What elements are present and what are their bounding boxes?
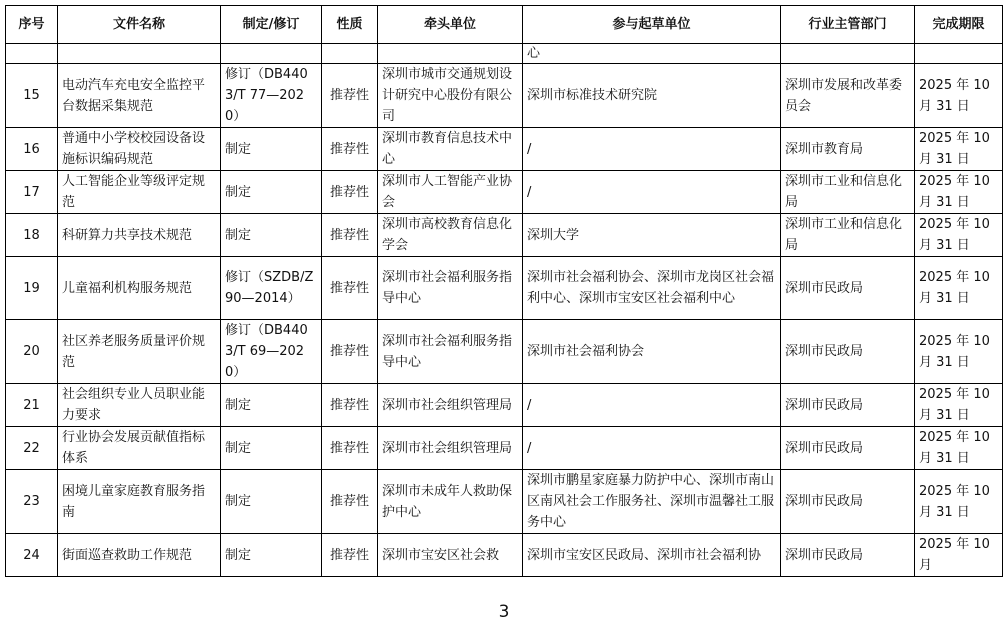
header-lead-unit: 牵头单位: [378, 6, 523, 44]
cell-lead-unit: 深圳市高校教育信息化学会: [378, 214, 523, 257]
cell-no: 17: [6, 171, 58, 214]
cell-no: 22: [6, 427, 58, 470]
cell-no: 20: [6, 320, 58, 384]
cell-nature: 推荐性: [322, 171, 378, 214]
table-row: [6, 214, 1003, 257]
cell-file-name: 普通中小学校校园设备设施标识编码规范: [58, 128, 221, 171]
cell-deadline: 2025 年 10 月 31 日: [915, 171, 1003, 214]
cell-lead-unit: 深圳市未成年人救助保护中心: [378, 470, 523, 534]
cell-lead-unit: 深圳市教育信息技术中心: [378, 128, 523, 171]
header-file-name: 文件名称: [58, 6, 221, 44]
cell-nature: 推荐性: [322, 384, 378, 427]
cell-nature: 推荐性: [322, 257, 378, 320]
cell-lead-unit: 深圳市城市交通规划设计研究中心股份有限公司: [378, 64, 523, 128]
cell-lead-unit: 深圳市社会组织管理局: [378, 427, 523, 470]
cell-file-name: 街面巡查救助工作规范: [58, 534, 221, 577]
cell-nature: 推荐性: [322, 427, 378, 470]
cell-type: 制定: [221, 427, 322, 470]
cell-no: 23: [6, 470, 58, 534]
cell-department: 深圳市教育局: [781, 128, 915, 171]
cell-nature: 推荐性: [322, 214, 378, 257]
cell-nature: 推荐性: [322, 534, 378, 577]
cell-type: 制定: [221, 171, 322, 214]
cell-deadline: 2025 年 10 月 31 日: [915, 427, 1003, 470]
table-row: [6, 384, 1003, 427]
cell-deadline: 2025 年 10 月 31 日: [915, 320, 1003, 384]
cell-deadline: 2025 年 10 月 31 日: [915, 64, 1003, 128]
cell-file-name: 科研算力共享技术规范: [58, 214, 221, 257]
cell-department: 深圳市民政局: [781, 320, 915, 384]
cell-participants: 深圳市鹏星家庭暴力防护中心、深圳市南山区南风社会工作服务社、深圳市温馨社工服务中心: [523, 470, 781, 534]
cell-no: 24: [6, 534, 58, 577]
table-row: [6, 128, 1003, 171]
cell-lead-unit: 深圳市宝安区社会救: [378, 534, 523, 577]
cell-participants: /: [523, 427, 781, 470]
cell-participants: /: [523, 384, 781, 427]
cell-file-name: 社会组织专业人员职业能力要求: [58, 384, 221, 427]
cell-department: 深圳市民政局: [781, 384, 915, 427]
cell-no: 15: [6, 64, 58, 128]
table-row: [6, 257, 1003, 320]
cell-file-name: 人工智能企业等级评定规范: [58, 171, 221, 214]
header-deadline: 完成期限: [915, 6, 1003, 44]
header-participants: 参与起草单位: [523, 6, 781, 44]
header-nature: 性质: [322, 6, 378, 44]
cell-participants: 深圳市社会福利协会: [523, 320, 781, 384]
cell-deadline: 2025 年 10 月 31 日: [915, 257, 1003, 320]
cell-participants: 深圳市宝安区民政局、深圳市社会福利协: [523, 534, 781, 577]
cell-deadline: 2025 年 10 月 31 日: [915, 470, 1003, 534]
cell-no: 16: [6, 128, 58, 171]
cell-nature: 推荐性: [322, 320, 378, 384]
cell-deadline: 2025 年 10 月: [915, 534, 1003, 577]
cell-deadline: 2025 年 10 月 31 日: [915, 128, 1003, 171]
table-row: [6, 427, 1003, 470]
cell-participants: 深圳市标准技术研究院: [523, 64, 781, 128]
cell-lead-unit: 深圳市社会福利服务指导中心: [378, 257, 523, 320]
cell-file-name: 电动汽车充电安全监控平台数据采集规范: [58, 64, 221, 128]
cell-no: 19: [6, 257, 58, 320]
cell-file-name: 社区养老服务质量评价规范: [58, 320, 221, 384]
cell-participants: /: [523, 128, 781, 171]
table-row: [6, 171, 1003, 214]
table-header-row: [6, 6, 1003, 44]
cell-type: 修订（DB4403/T 69—2020）: [221, 320, 322, 384]
cell-department: 深圳市民政局: [781, 470, 915, 534]
cell-department: 深圳市工业和信息化局: [781, 214, 915, 257]
table-row: [6, 64, 1003, 128]
continuation-text: 心: [523, 44, 781, 64]
cell-file-name: 行业协会发展贡献值指标体系: [58, 427, 221, 470]
cell-department: 深圳市工业和信息化局: [781, 171, 915, 214]
standards-table: [5, 5, 1003, 577]
cell-type: 制定: [221, 214, 322, 257]
cell-lead-unit: 深圳市人工智能产业协会: [378, 171, 523, 214]
cell-file-name: 儿童福利机构服务规范: [58, 257, 221, 320]
cell-file-name: 困境儿童家庭教育服务指南: [58, 470, 221, 534]
cell-deadline: 2025 年 10 月 31 日: [915, 384, 1003, 427]
cell-department: 深圳市发展和改革委员会: [781, 64, 915, 128]
cell-type: 修订（SZDB/Z 90—2014）: [221, 257, 322, 320]
cell-type: 制定: [221, 384, 322, 427]
table-row: [6, 534, 1003, 577]
table-row: [6, 320, 1003, 384]
cell-type: 制定: [221, 534, 322, 577]
header-department: 行业主管部门: [781, 6, 915, 44]
cell-type: 制定: [221, 128, 322, 171]
cell-nature: 推荐性: [322, 128, 378, 171]
cell-no: 21: [6, 384, 58, 427]
header-type: 制定/修订: [221, 6, 322, 44]
cell-type: 制定: [221, 470, 322, 534]
cell-lead-unit: 深圳市社会组织管理局: [378, 384, 523, 427]
cell-participants: 深圳大学: [523, 214, 781, 257]
cell-participants: 深圳市社会福利协会、深圳市龙岗区社会福利中心、深圳市宝安区社会福利中心: [523, 257, 781, 320]
cell-type: 修订（DB4403/T 77—2020）: [221, 64, 322, 128]
cell-participants: /: [523, 171, 781, 214]
cell-department: 深圳市民政局: [781, 534, 915, 577]
page-number: 3: [498, 602, 510, 622]
cell-department: 深圳市民政局: [781, 257, 915, 320]
header-no: 序号: [6, 6, 58, 44]
cell-nature: 推荐性: [322, 470, 378, 534]
table-row: [6, 470, 1003, 534]
cell-no: 18: [6, 214, 58, 257]
cell-department: 深圳市民政局: [781, 427, 915, 470]
cell-lead-unit: 深圳市社会福利服务指导中心: [378, 320, 523, 384]
cell-nature: 推荐性: [322, 64, 378, 128]
cell-deadline: 2025 年 10 月 31 日: [915, 214, 1003, 257]
continuation-row: [6, 44, 1003, 64]
